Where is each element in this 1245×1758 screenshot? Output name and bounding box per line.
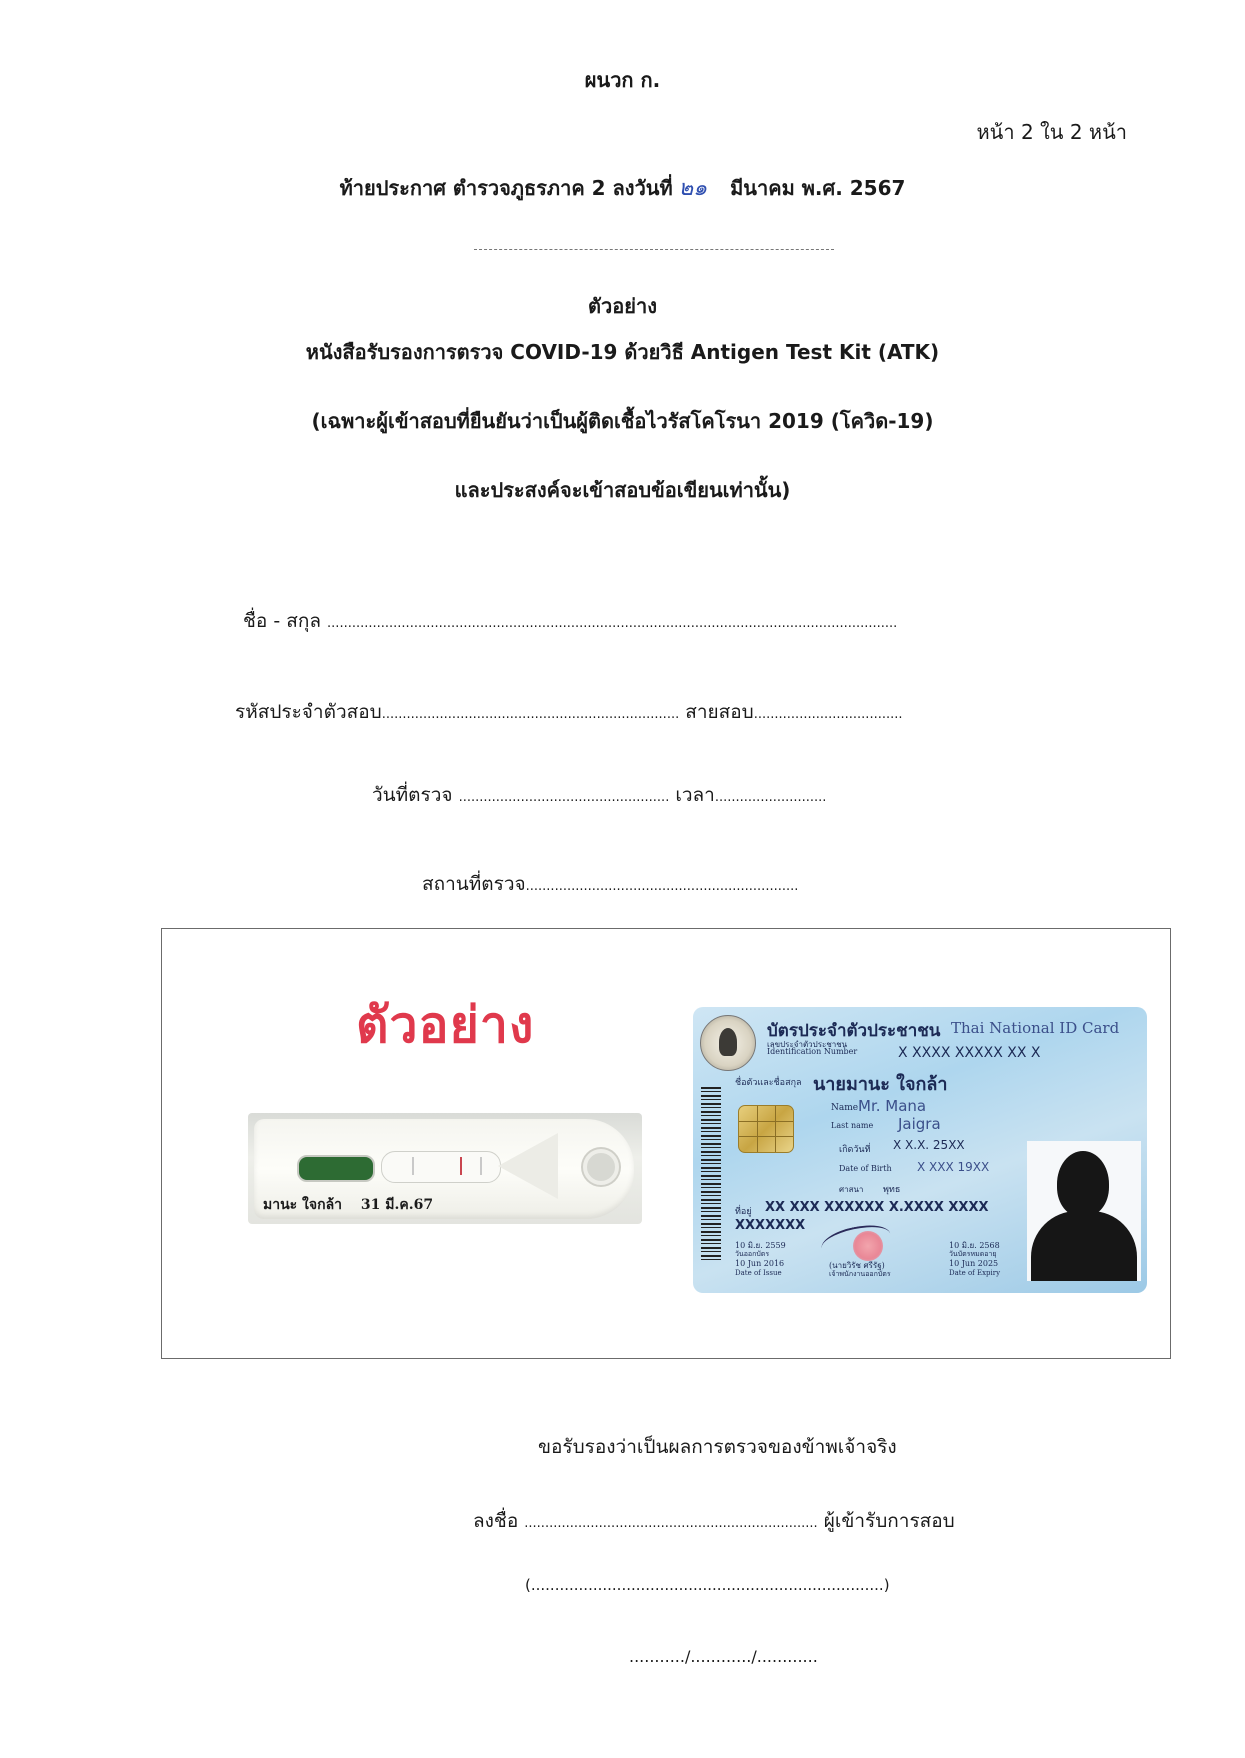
appendix-label: ผนวก ก. [584,68,661,92]
separator-rule [474,249,834,250]
test-date-blank[interactable]: ................................................... [458,790,670,805]
document-subtitle-line1: (เฉพาะผู้เข้าสอบที่ยืนยันว่าเป็นผู้ติดเชื้อไวรัสโคโรนา 2019 (โควิด-19) [311,409,934,433]
silhouette-head-icon [1057,1151,1109,1217]
smart-chip-icon [738,1105,794,1153]
exam-line-blank[interactable]: .................................... [753,707,903,722]
exam-id-label: รหัสประจำตัวสอบ [235,701,382,723]
printed-name-blank[interactable]: (..........................................................................) [525,1576,890,1594]
announcement-day-handwritten: ๒๑ [678,176,708,201]
lastname-label: Last name [831,1121,874,1130]
address-line2: XXXXXXX [735,1218,806,1233]
expiry-label-en: Date of Expiry [949,1269,1001,1277]
test-time-blank[interactable]: ........................... [714,790,827,805]
expiry-label-th: วันบัตรหมดอายุ [949,1250,997,1258]
test-place-field[interactable] [422,869,798,899]
issue-label-en: Date of Issue [735,1269,782,1277]
id-photo [1027,1141,1141,1281]
name-label-en: Name [831,1103,859,1113]
signature-blank[interactable]: ....................................................................... [524,1516,818,1531]
signature-label: ลงชื่อ [473,1510,519,1532]
name-th: นายมานะ ใจกล้า [813,1074,948,1095]
sample-heading: ตัวอย่าง [356,996,535,1054]
expiry-date-th: 10 มิ.ย. 2568 [949,1241,1000,1250]
exam-id-blank[interactable]: ........................................................................ [381,707,680,722]
name-en: Mr. Mana [858,1097,927,1115]
test-time-label: เวลา [675,784,715,806]
test-place-blank[interactable]: .................................................................. [525,879,799,894]
sign-date-blank[interactable]: .........../............/............ [629,1647,818,1666]
id-label-en: Identification Number [767,1047,858,1056]
announcement-line [0,170,1245,205]
sign-date-field[interactable] [629,1645,818,1667]
silhouette-body-icon [1031,1211,1137,1281]
atk-marker-line [480,1157,482,1175]
name-blank[interactable]: .......................................................................................................................................... [327,616,898,631]
signature-role: ผู้เข้ารับการสอบ [823,1510,955,1532]
page-number: หน้า 2 ใน 2 หน้า [976,120,1127,144]
exam-line-label: สายสอบ [685,701,754,723]
document-title: หนังสือรับรองการตรวจ COVID-19 ด้วยวิธี Antigen Test Kit (ATK) [305,340,940,364]
certification-statement: ขอรับรองว่าเป็นผลการตรวจของข้าพเจ้าจริง [538,1436,897,1458]
expiry-date-en: 10 Jun 2025 [949,1259,999,1268]
exam-id-field[interactable] [235,697,903,727]
name-label-th: ชื่อตัวและชื่อสกุล [735,1078,802,1088]
atk-date: 31 มี.ค.67 [360,1197,434,1213]
atk-sample-window [297,1155,375,1182]
test-date-field[interactable] [372,780,826,810]
document-label: ตัวอย่าง [588,294,657,318]
dob-th: X X.X. 25XX [893,1138,965,1152]
name-field[interactable] [243,606,897,636]
atk-control-line [460,1157,462,1175]
religion-label: ศาสนา [839,1185,864,1194]
printed-name-field[interactable] [525,1573,890,1595]
officer-name: (นายวิรัช ศรีรัฐ) [829,1261,885,1270]
dob-en: X XXX 19XX [917,1160,990,1174]
atk-test-kit-image [248,1113,642,1224]
issue-label-th: วันออกบัตร [735,1250,770,1258]
religion-value: พุทธ [883,1185,901,1195]
announcement-suffix: มีนาคม พ.ศ. 2567 [730,176,906,200]
garuda-seal-icon [700,1015,756,1071]
address-line1: XX XXX XXXXXX X.XXXX XXXX [765,1200,989,1215]
issue-date-th: 10 มิ.ย. 2559 [735,1241,786,1250]
dob-label-th: เกิดวันที่ [839,1145,871,1155]
atk-sample-well [583,1149,619,1185]
test-date-label: วันที่ตรวจ [372,784,453,806]
sample-id-card [693,1007,1147,1293]
dob-label-en: Date of Birth [839,1164,892,1173]
atk-handwritten-label [263,1194,433,1216]
name-label: ชื่อ - สกุล [243,610,321,632]
signature-field[interactable] [473,1506,955,1536]
issue-date-en: 10 Jun 2016 [735,1259,785,1268]
officer-label: เจ้าพนักงานออกบัตร [829,1270,891,1278]
barcode-icon [701,1087,721,1262]
atk-name: มานะ ใจกล้า [263,1197,343,1213]
test-place-label: สถานที่ตรวจ [422,873,526,895]
lastname-en: Jaigra [898,1115,941,1133]
id-card-title-th: บัตรประจำตัวประชาชน [767,1021,941,1041]
atk-test-line [412,1157,414,1175]
announcement-prefix: ท้ายประกาศ ตำรวจภูธรภาค 2 ลงวันที่ [339,176,673,200]
id-card-title-en: Thai National ID Card [951,1019,1120,1037]
address-label: ที่อยู่ [735,1207,752,1217]
atk-result-window [381,1151,501,1183]
document-subtitle-line2: และประสงค์จะเข้าสอบข้อเขียนเท่านั้น) [454,478,791,502]
atk-arrow-shape [498,1133,558,1199]
id-label-th: เลขประจำตัวประชาชน [767,1040,848,1049]
id-number: X XXXX XXXXX XX X [898,1045,1041,1061]
